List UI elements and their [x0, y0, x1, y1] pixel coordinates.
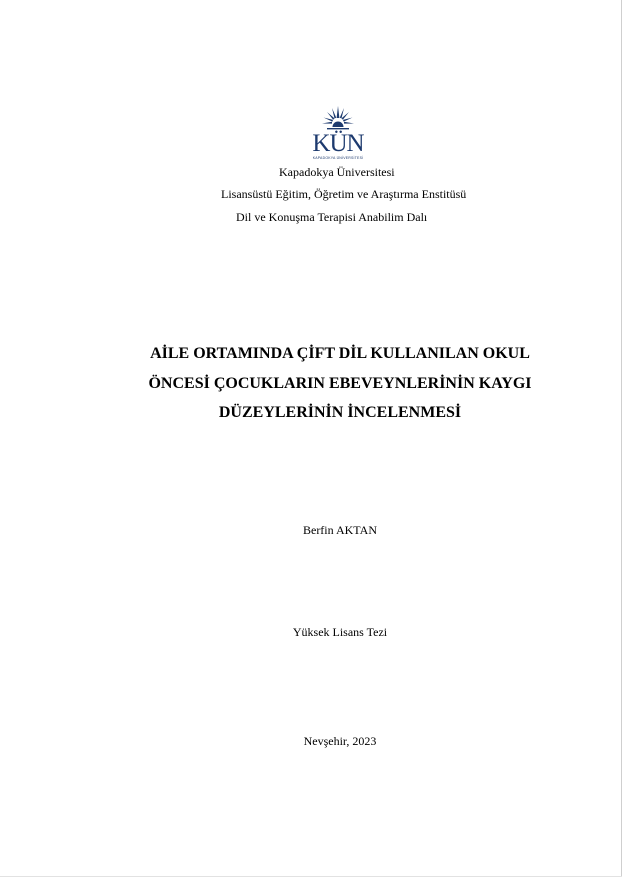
university-logo: [305, 104, 371, 160]
thesis-title-line: DÜZEYLERİNİN İNCELENMESİ: [218, 404, 462, 421]
logo-subtext: KAPADOKYA ÜNİVERSİTESİ: [312, 156, 364, 160]
thesis-title-line: ÖNCESİ ÇOCUKLARIN EBEVEYNLERİNİN KAYGI: [148, 374, 532, 392]
institute-name: Lisansüstü Eğitim, Öğretim ve Araştırma Enstitüsü: [221, 187, 467, 201]
department-name: Dil ve Konuşma Terapisi Anabilim Dalı: [236, 210, 428, 224]
thesis-title: [110, 339, 570, 428]
place-and-year: Nevşehir, 2023: [303, 734, 377, 748]
university-name: Kapadokya Üniversitesi: [279, 165, 395, 179]
thesis-title-line: AİLE ORTAMINDA ÇİFT DİL KULLANILAN OKUL: [150, 345, 530, 362]
author-name: Berfin AKTAN: [302, 523, 378, 537]
degree-type: Yüksek Lisans Tezi: [292, 625, 388, 639]
logo-wordmark: KÜN: [312, 130, 364, 157]
